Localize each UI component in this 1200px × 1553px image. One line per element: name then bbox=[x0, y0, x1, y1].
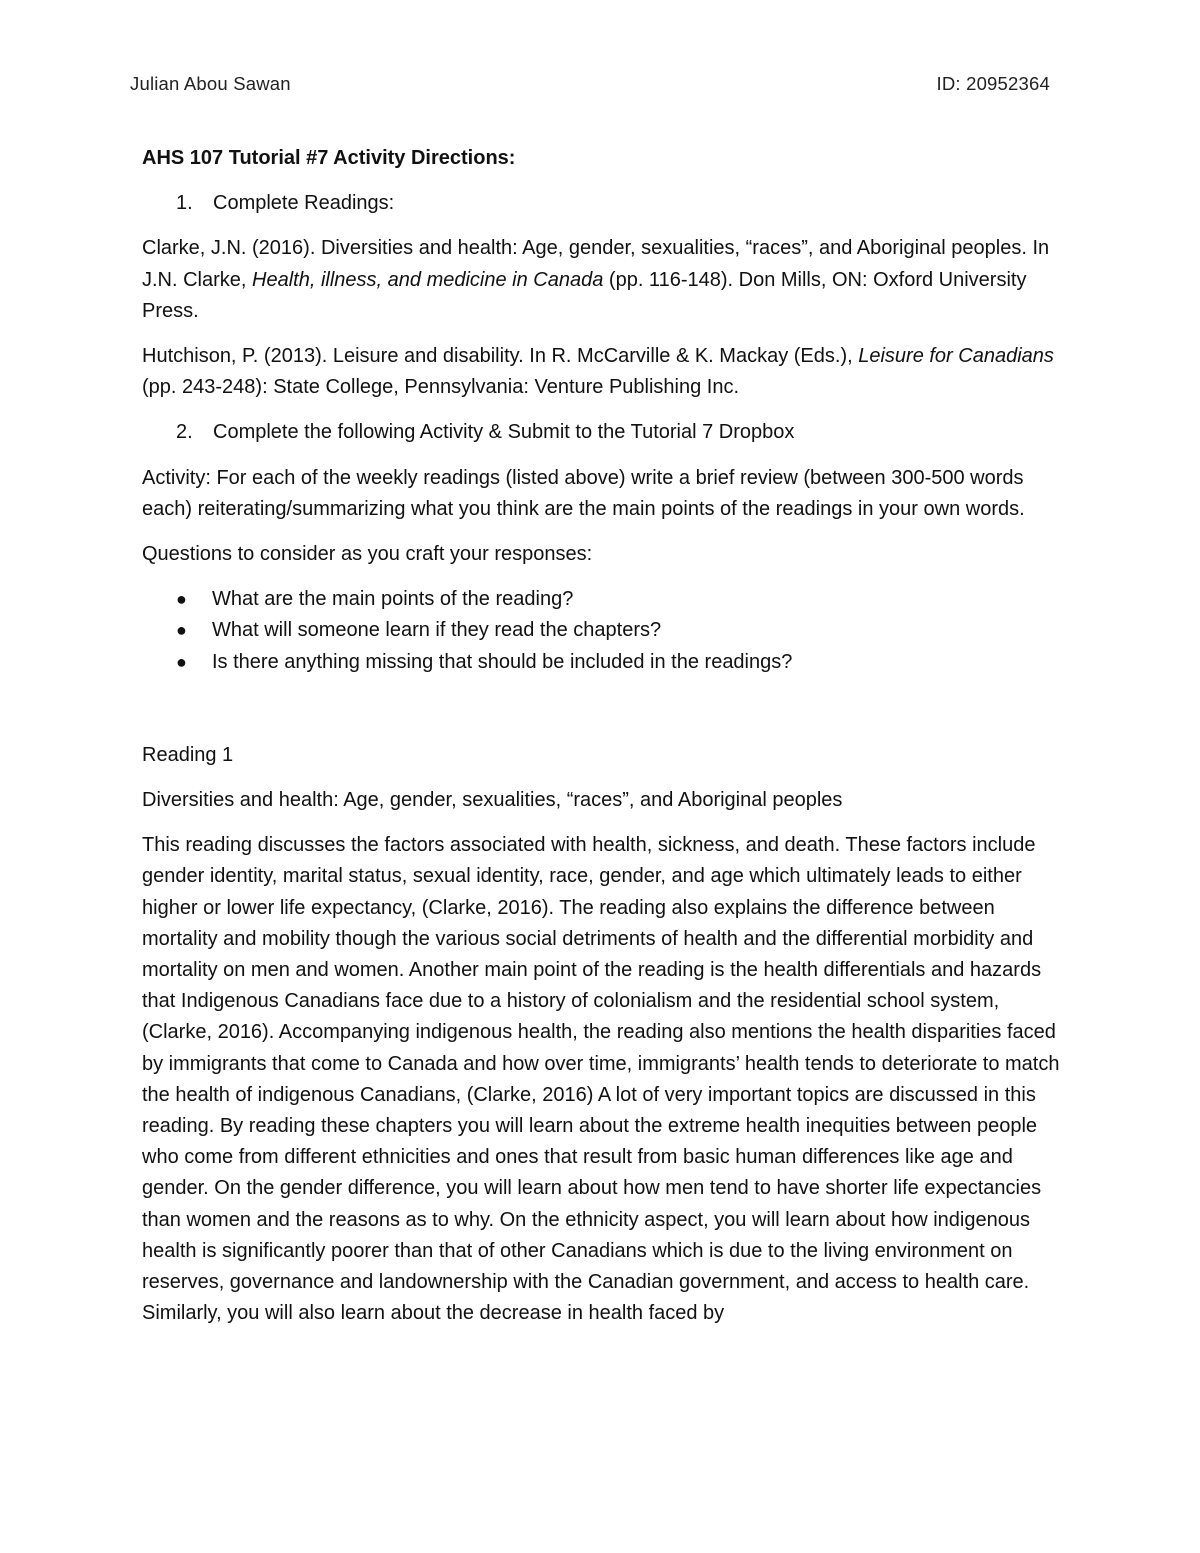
student-id: ID: 20952364 bbox=[936, 73, 1050, 94]
reference-1-part2: (pp. 116-148). Don Mills, ON: Oxford University Press. bbox=[142, 268, 1027, 322]
reference-2-part1: Hutchison, P. (2013). Leisure and disability. In R. McCarville & K. Mackay (Eds.), bbox=[142, 345, 859, 368]
question-text: What will someone learn if they read the chapters? bbox=[212, 619, 662, 642]
step-1-number: 1. bbox=[176, 192, 193, 215]
bullet-icon bbox=[142, 584, 212, 615]
list-item bbox=[142, 647, 1067, 678]
step-2-number: 2. bbox=[176, 421, 193, 444]
questions-list bbox=[142, 584, 1067, 678]
list-item bbox=[142, 615, 1067, 646]
reference-2 bbox=[142, 341, 1067, 403]
bullet-icon bbox=[142, 615, 212, 646]
reading-heading: Reading 1 bbox=[142, 743, 234, 766]
activity-paragraph: Activity: For each of the weekly readings (listed above) write a brief review (between 300-500 words each) reiterating/summarizing what you think are the main points of the readings in your own words. bbox=[142, 466, 1025, 520]
reference-1 bbox=[142, 233, 1067, 327]
document-title: AHS 107 Tutorial #7 Activity Directions: bbox=[142, 147, 516, 169]
document-body bbox=[142, 143, 1067, 1344]
question-text: What are the main points of the reading? bbox=[212, 588, 574, 611]
bullet-icon bbox=[142, 647, 212, 678]
reference-1-italic: Health, illness, and medicine in Canada bbox=[252, 268, 604, 291]
step-1 bbox=[142, 188, 1067, 219]
reference-1-part1: Clarke, J.N. (2016). Diversities and health: Age, gender, sexualities, “races”, and Aboriginal peoples. In J.N. Clarke, bbox=[142, 237, 1050, 291]
step-2-text: Complete the following Activity & Submit to the Tutorial 7 Dropbox bbox=[213, 421, 795, 444]
reference-2-part2: (pp. 243-248): State College, Pennsylvania: Venture Publishing Inc. bbox=[142, 376, 740, 399]
reading-title: Diversities and health: Age, gender, sexualities, “races”, and Aboriginal peoples bbox=[142, 789, 843, 812]
step-1-text: Complete Readings: bbox=[213, 192, 395, 215]
questions-intro: Questions to consider as you craft your responses: bbox=[142, 543, 593, 566]
reading-body: This reading discusses the factors associated with health, sickness, and death. These factors include gender identity, marital status, sexual identity, race, gender, and age which ultimately leads to either higher or lower life expectancy, (Clarke, 2016). The reading also explains the difference between mortality and mobility though the various social detriments of health and the differential morbidity and mortality on men and women. Another main point of the reading is the health differentials and hazards that Indigenous Canadians face due to a history of colonialism and the residential school system, (Clarke, 2016). Accompanying indigenous health, the reading also mentions the health disparities faced by immigrants that come to Canada and how over time, immigrants’ health tends to deteriorate to match the health of indigenous Canadians, (Clarke, 2016) A lot of very important topics are discussed in this reading. By reading these chapters you will learn about the extreme health inequities between people who come from different ethnicities and ones that result from basic human differences like age and gender. On the gender difference, you will learn about how men tend to have shorter life expectancies than women and the reasons as to why. On the ethnicity aspect, you will learn about how indigenous health is significantly poorer than that of other Canadians which is due to the living environment on reserves, governance and landownership with the Canadian government, and access to health care. Similarly, you will also learn about the decrease in health faced by bbox=[142, 834, 1060, 1325]
question-text: Is there anything missing that should be included in the readings? bbox=[212, 650, 793, 673]
list-item bbox=[142, 584, 1067, 615]
step-2 bbox=[142, 417, 1067, 448]
page-header bbox=[130, 73, 1050, 99]
reference-2-italic: Leisure for Canadians bbox=[858, 345, 1054, 368]
spacer bbox=[142, 692, 1067, 740]
student-name: Julian Abou Sawan bbox=[130, 73, 291, 94]
